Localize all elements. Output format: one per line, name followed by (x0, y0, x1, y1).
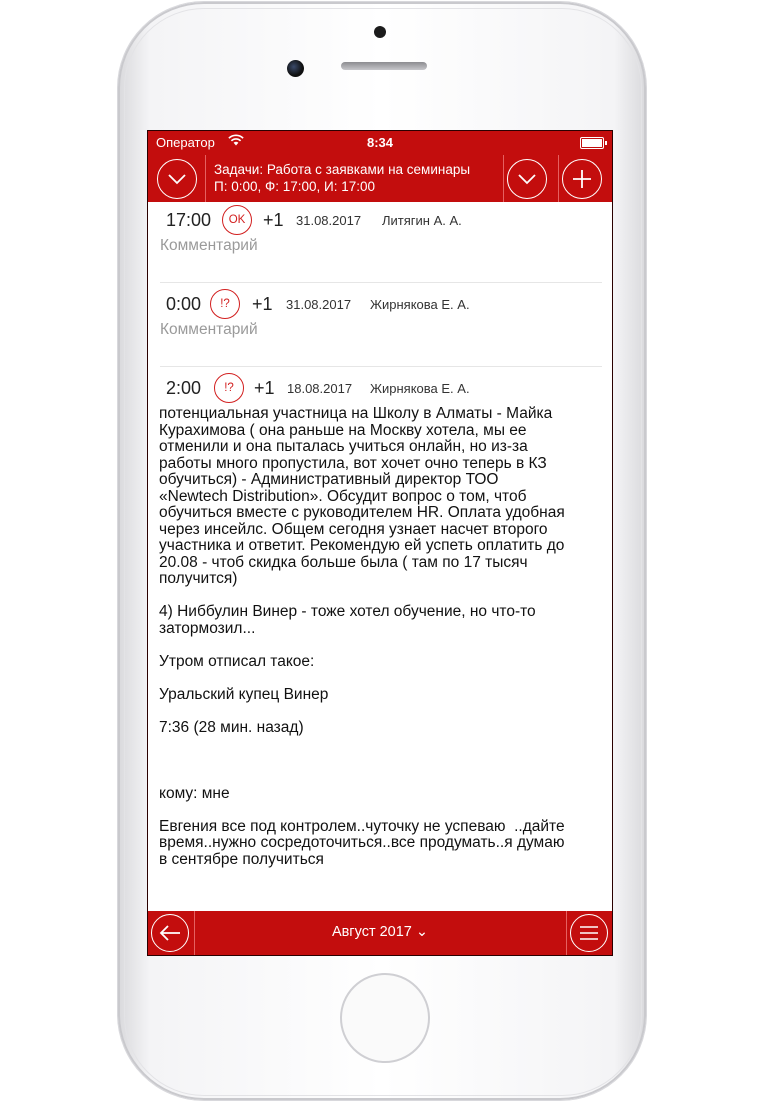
comment-field[interactable]: Комментарий (160, 237, 258, 254)
battery-icon (580, 137, 604, 149)
front-camera (287, 60, 304, 77)
status-badge[interactable]: !? (214, 373, 244, 403)
hamburger-menu-icon (579, 925, 599, 941)
chevron-down-icon (517, 173, 537, 185)
task-time: 17:00 (166, 210, 212, 230)
chevron-down-icon (167, 173, 187, 185)
carrier-label: Оператор (156, 135, 215, 150)
collapse-button[interactable] (157, 159, 197, 199)
add-button[interactable] (562, 159, 602, 199)
divider (160, 282, 602, 283)
nav-divider (558, 155, 559, 202)
task-assignee: Жирнякова Е. А. (370, 297, 470, 312)
nav-bar (148, 155, 612, 202)
nav-divider (503, 155, 504, 202)
month-selector[interactable]: Август 2017 ⌄ (331, 924, 429, 940)
app-screen (147, 130, 613, 956)
plus-icon (572, 169, 592, 189)
nav-divider (205, 155, 206, 202)
home-button[interactable] (340, 973, 430, 1063)
status-badge[interactable]: OK (222, 205, 252, 235)
time-summary: П: 0:00, Ф: 17:00, И: 17:00 (214, 179, 376, 194)
plus-one[interactable]: +1 (252, 294, 273, 314)
task-group-title: Задачи: Работа с заявками на семинары (214, 162, 471, 177)
task-date: 31.08.2017 (296, 213, 362, 228)
task-date: 18.08.2017 (287, 381, 353, 396)
task-note-text[interactable]: потенциальная участница на Школу в Алматы - Майка Курахимова ( она раньше на Москву хотела, мы ее отменили и она пыталась учиться онлайн, но из-за работы много пропустила, вот хочет очно теперь в КЗ обучиться) - Административный директор ТОО «Newtech Distribution». Обсудит вопрос о том, чтоб обучиться вместе с руководителем HR. Оплата удобная через инсейлс. Общем сегодня узнает насчет второго участника и ответит. Рекомендую ей успеть оплатить до 20.08 - чтоб скидка больше была ( там по 17 тысяч получится) 4) Ниббулин Винер - тоже хотел обучение, но что-то затормозил... Утром отписал такое: Уральский купец Винер 7:36 (28 мин. назад) кому: мне Евгения все под контролем..чуточку не успеваю ..дайте время..нужно сосредоточиться..все продумать..я думаю в сентябре получиться (159, 405, 565, 868)
nav-divider (566, 911, 567, 955)
divider (160, 366, 602, 367)
task-time: 2:00 (166, 378, 202, 398)
plus-one[interactable]: +1 (263, 210, 284, 230)
proximity-sensor (374, 26, 386, 38)
clock: 8:34 (366, 135, 394, 150)
task-date: 31.08.2017 (286, 297, 352, 312)
task-time: 0:00 (166, 294, 202, 314)
status-badge[interactable]: !? (210, 289, 240, 319)
plus-one[interactable]: +1 (254, 378, 275, 398)
task-assignee: Жирнякова Е. А. (370, 381, 470, 396)
nav-title (214, 161, 504, 195)
task-assignee: Литягин А. А. (382, 213, 462, 228)
menu-button[interactable] (570, 914, 608, 952)
filter-dropdown-button[interactable] (507, 159, 547, 199)
earpiece-speaker (341, 62, 427, 70)
comment-field[interactable]: Комментарий (160, 321, 258, 338)
bottom-bar (148, 911, 612, 955)
status-bar (148, 131, 612, 155)
